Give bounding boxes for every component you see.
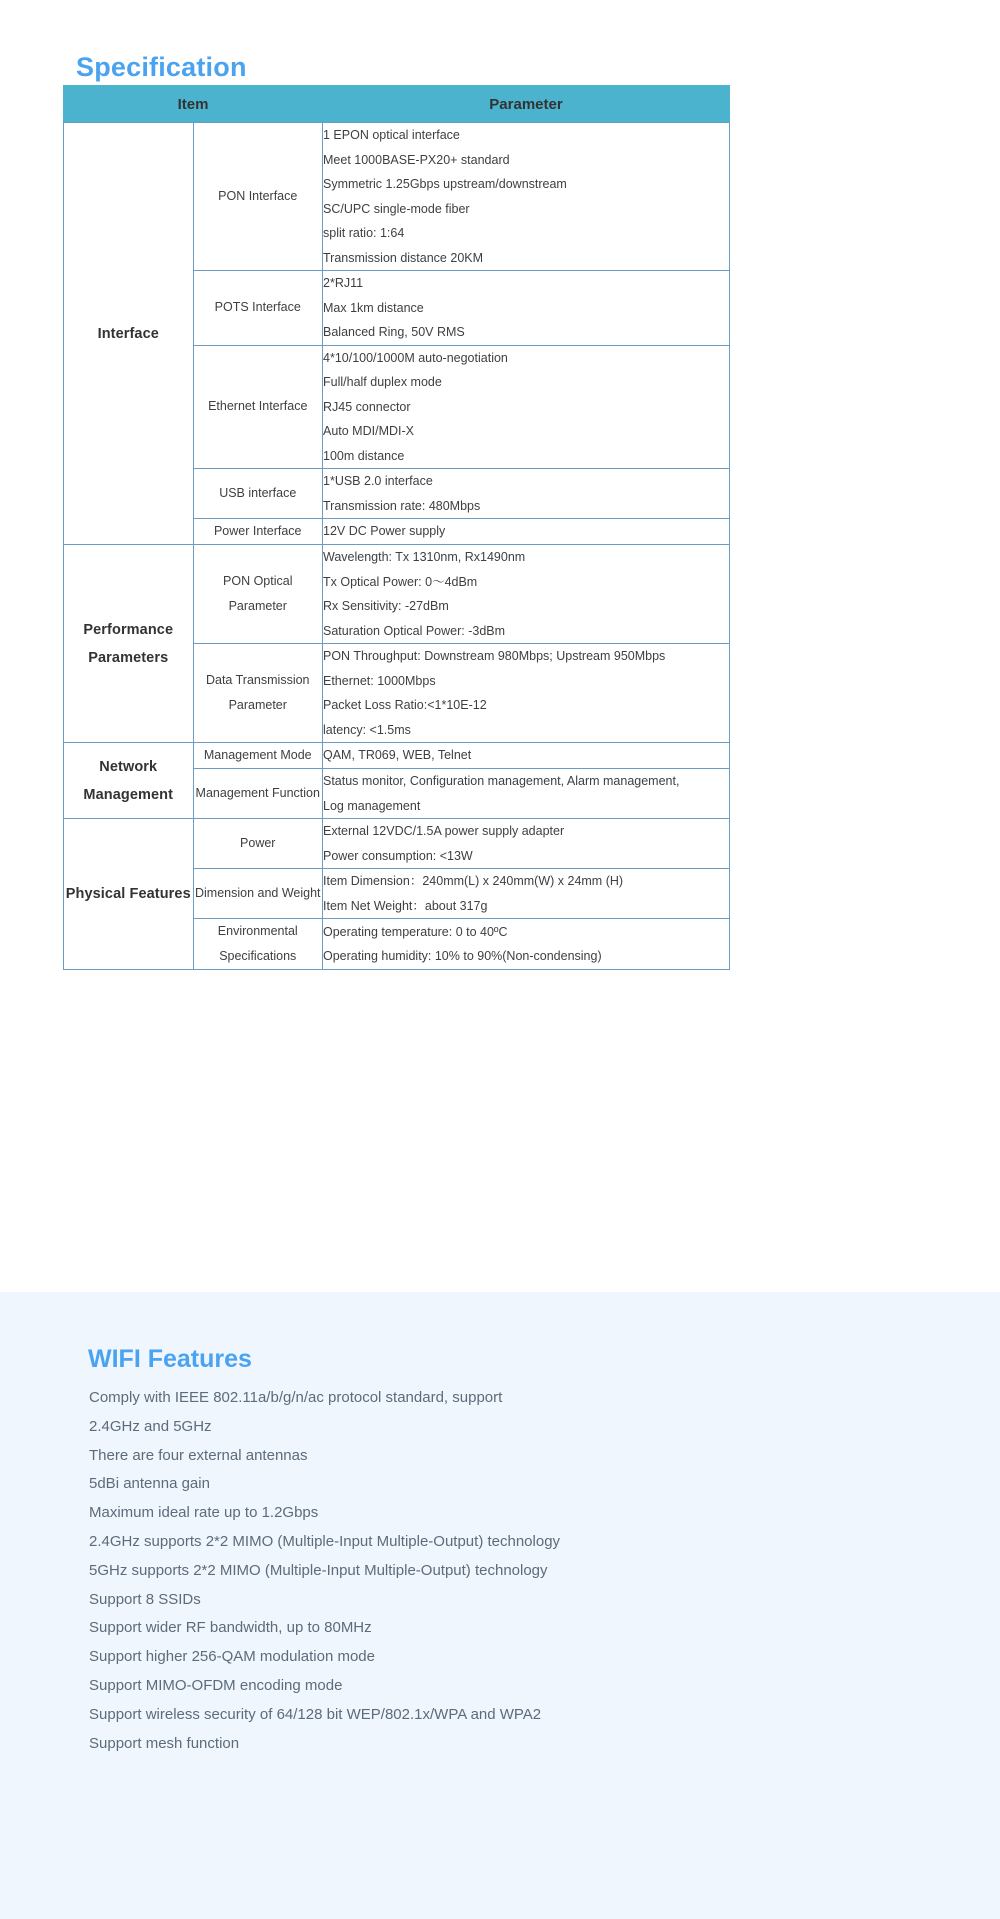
category-cell: Performance Parameters <box>64 545 194 743</box>
wifi-feature-line: 5GHz supports 2*2 MIMO (Multiple-Input Multiple-Output) technology <box>89 1561 548 1579</box>
wifi-feature-line: Support higher 256-QAM modulation mode <box>89 1648 375 1666</box>
parameter-line: Transmission rate: 480Mbps <box>323 498 481 513</box>
wifi-feature-line: Support wireless security of 64/128 bit WEP/802.1x/WPA and WPA2 <box>89 1705 542 1723</box>
parameter-line: Auto MDI/MDI-X <box>323 424 414 438</box>
parameter-line: latency: <1.5ms <box>323 722 411 737</box>
parameter-line: QAM, TR069, WEB, Telnet <box>323 748 472 763</box>
parameter-line: Saturation Optical Power: -3dBm <box>323 623 506 638</box>
parameter-line: Symmetric 1.25Gbps upstream/downstream <box>323 177 567 191</box>
parameter-line: Power consumption: <13W <box>323 848 473 863</box>
parameter-line: Balanced Ring, 50V RMS <box>323 325 465 339</box>
parameter-line: Max 1km distance <box>323 300 424 315</box>
wifi-features-section <box>0 1292 1000 1919</box>
parameter-line: split ratio: 1:64 <box>323 226 405 240</box>
parameter-cell <box>323 644 730 743</box>
table-row <box>64 123 730 271</box>
wifi-features-title: WIFI Features <box>88 1344 252 1373</box>
wifi-feature-line: Support wider RF bandwidth, up to 80MHz <box>89 1619 372 1637</box>
parameter-line: Item Dimension：240mm(L) x 240mm(W) x 24mm (H) <box>323 874 624 888</box>
parameter-line: Tx Optical Power: 0～4dBm <box>323 574 478 589</box>
parameter-cell <box>323 869 730 919</box>
parameter-line: Operating humidity: 10% to 90%(Non-condensing) <box>323 949 602 963</box>
subitem-cell: POTS Interface <box>193 271 323 346</box>
parameter-line: 100m distance <box>323 448 405 463</box>
subitem-cell: Management Function <box>193 769 323 819</box>
table-row <box>64 743 730 769</box>
parameter-cell <box>323 769 730 819</box>
parameter-line: 4*10/100/1000M auto-negotiation <box>323 350 508 365</box>
parameter-cell <box>323 469 730 519</box>
subitem-cell: PON Optical Parameter <box>193 545 323 644</box>
wifi-feature-line: Maximum ideal rate up to 1.2Gbps <box>89 1504 319 1522</box>
parameter-cell <box>323 519 730 545</box>
subitem-cell: Environmental Specifications <box>193 919 323 970</box>
parameter-cell <box>323 345 730 469</box>
column-header-parameter: Parameter <box>323 86 730 123</box>
parameter-line: PON Throughput: Downstream 980Mbps; Upstream 950Mbps <box>323 649 666 663</box>
parameter-line: Log management <box>323 798 421 813</box>
wifi-feature-line: Support MIMO-OFDM encoding mode <box>89 1676 343 1694</box>
wifi-feature-line: Support mesh function <box>89 1734 240 1752</box>
parameter-line: Ethernet: 1000Mbps <box>323 673 436 688</box>
parameter-line: Wavelength: Tx 1310nm, Rx1490nm <box>323 550 526 564</box>
parameter-line: SC/UPC single-mode fiber <box>323 201 470 216</box>
wifi-feature-line: Support 8 SSIDs <box>89 1590 201 1608</box>
parameter-line: Operating temperature: 0 to 40ºC <box>323 924 508 939</box>
column-header-item: Item <box>64 86 323 123</box>
specification-table <box>63 85 730 970</box>
wifi-feature-line: 2.4GHz and 5GHz <box>89 1417 212 1435</box>
wifi-feature-line: 2.4GHz supports 2*2 MIMO (Multiple-Input Multiple-Output) technology <box>89 1532 561 1550</box>
parameter-cell <box>323 819 730 869</box>
subitem-cell: USB interface <box>193 469 323 519</box>
parameter-line: Transmission distance 20KM <box>323 250 484 265</box>
subitem-cell: PON Interface <box>193 123 323 271</box>
parameter-cell <box>323 545 730 644</box>
subitem-cell: Ethernet Interface <box>193 345 323 469</box>
subitem-cell: Power <box>193 819 323 869</box>
subitem-cell: Management Mode <box>193 743 323 769</box>
parameter-line: Full/half duplex mode <box>323 375 442 389</box>
parameter-cell <box>323 123 730 271</box>
parameter-line: 1*USB 2.0 interface <box>323 474 433 488</box>
table-row <box>64 819 730 869</box>
specification-table-wrapper <box>63 85 727 970</box>
parameter-line: Meet 1000BASE-PX20+ standard <box>323 152 510 167</box>
parameter-cell <box>323 743 730 769</box>
wifi-feature-line: 5dBi antenna gain <box>89 1475 210 1493</box>
subitem-cell: Dimension and Weight <box>193 869 323 919</box>
subitem-cell: Power Interface <box>193 519 323 545</box>
parameter-cell <box>323 271 730 346</box>
table-head <box>64 86 730 123</box>
parameter-line: Status monitor, Configuration management, Alarm management, <box>323 774 680 788</box>
category-cell: Network Management <box>64 743 194 819</box>
subitem-cell: Data Transmission Parameter <box>193 644 323 743</box>
specification-title: Specification <box>76 52 247 83</box>
parameter-line: Item Net Weight：about 317g <box>323 898 488 913</box>
wifi-feature-line: There are four external antennas <box>89 1446 308 1464</box>
parameter-line: RJ45 connector <box>323 399 411 414</box>
parameter-line: Packet Loss Ratio:<1*10E-12 <box>323 698 487 712</box>
parameter-cell <box>323 919 730 970</box>
table-row <box>64 545 730 644</box>
parameter-line: External 12VDC/1.5A power supply adapter <box>323 824 565 838</box>
parameter-line: Rx Sensitivity: -27dBm <box>323 599 449 613</box>
table-header-row <box>64 86 730 123</box>
table-body <box>64 123 730 970</box>
parameter-line: 2*RJ11 <box>323 276 364 290</box>
wifi-features-list <box>89 1384 949 1758</box>
category-cell: Interface <box>64 123 194 545</box>
parameter-line: 1 EPON optical interface <box>323 128 460 142</box>
wifi-feature-line: Comply with IEEE 802.11a/b/g/n/ac protocol standard, support <box>89 1389 503 1406</box>
parameter-line: 12V DC Power supply <box>323 524 446 539</box>
category-cell: Physical Features <box>64 819 194 970</box>
